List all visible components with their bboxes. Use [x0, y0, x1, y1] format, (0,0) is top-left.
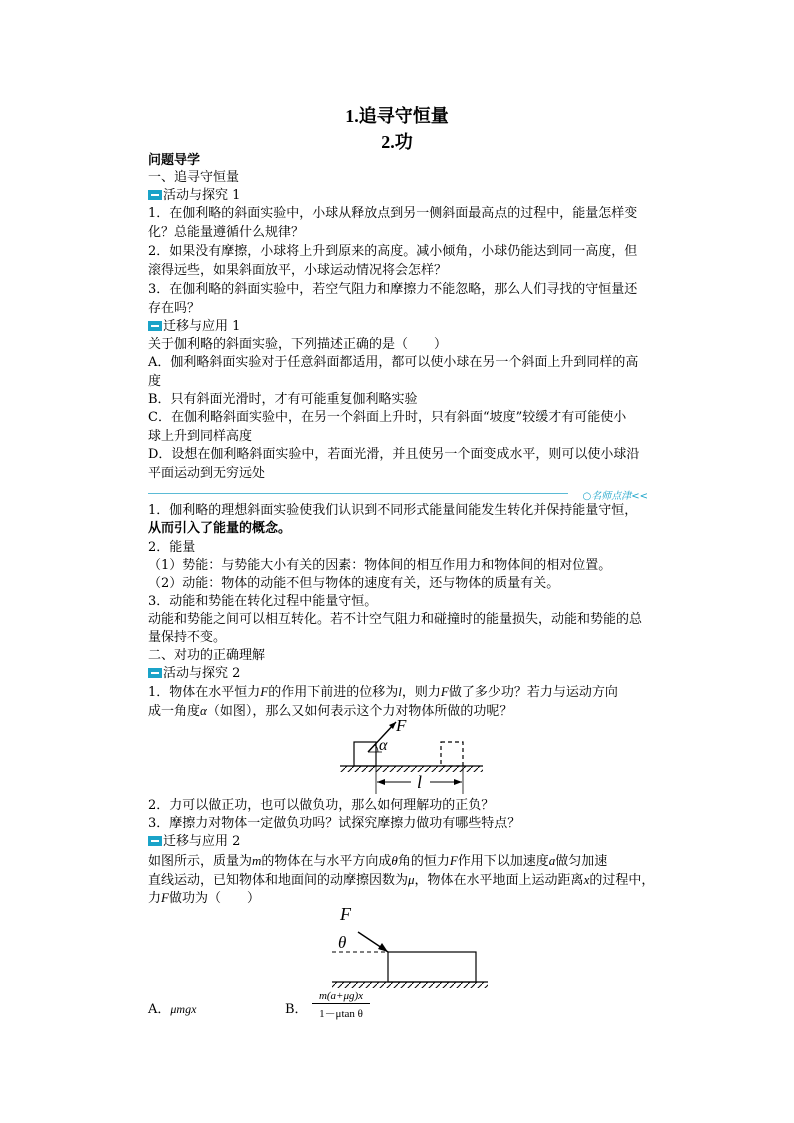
tag-icon: [148, 190, 162, 200]
question-2-line-1: 2．如果没有摩擦，小球将上升到原来的高度。减小倾角，小球仍能达到同一高度，但: [148, 244, 638, 259]
guide-heading: 问题导学: [148, 153, 201, 168]
note-3: 3．动能和势能在转化过程中能量守恒。: [148, 594, 378, 609]
figure-incline-force: [328, 900, 493, 992]
question-3-line-1: 3．在伽利略的斜面实验中，若空气阻力和摩擦力不能忽略，那么人们寻找的守恒量还: [148, 282, 638, 297]
question-3-line-2: 存在吗？: [148, 301, 201, 316]
figure-force-angle: [338, 712, 488, 800]
transfer-heading-2: [148, 833, 240, 850]
block: [354, 742, 376, 766]
note-1-line-2: 从而引入了能量的概念。: [148, 521, 292, 536]
option-a-line-1: A．伽利略斜面实验对于任意斜面都适用，都可以使小球在另一个斜面上升到同样的高: [148, 355, 639, 370]
force-label: F: [340, 904, 351, 924]
angle-label: α: [379, 737, 388, 754]
work-question-1-line-1: 1．物体在水平恒力F的作用下前进的位移为l，则力F做了多少功？若力与运动方向: [148, 684, 618, 700]
section-heading-2: 二、对功的正确理解: [148, 648, 266, 663]
section-heading-1: 一、追寻守恒量: [148, 170, 240, 185]
option-d-line-1: D．设想在伽利略斜面实验中，若面光滑，并且使另一个面变成水平，则可以使小球沿: [148, 447, 640, 462]
option-c-line-2: 球上升到同样高度: [148, 429, 253, 444]
transfer-heading-1: [148, 318, 240, 335]
transfer-label: 迁移与应用 2: [163, 834, 241, 849]
transfer-label: 迁移与应用 1: [163, 319, 241, 334]
choice-b-label: B．: [285, 1002, 308, 1017]
tips-divider: [148, 488, 648, 500]
choice-b-fraction: [312, 990, 370, 1021]
ground-hatch: [340, 766, 483, 772]
displacement-arrow-right: [454, 779, 462, 785]
tag-icon: [148, 321, 162, 331]
block: [388, 952, 476, 982]
activity-label: 活动与探究 1: [163, 188, 241, 203]
note-3-line-2: 量保持不变。: [148, 630, 227, 645]
option-c-line-1: C．在伽利略斜面实验中，在另一个斜面上升时，只有斜面“坡度”较缓才有可能使小: [148, 410, 627, 425]
block-moved: [441, 742, 463, 766]
page-subtitle: 2.功: [381, 132, 413, 152]
note-2-2: （2）动能：物体的动能不但与物体的速度有关，还与物体的质量有关。: [148, 576, 560, 591]
work-question-3: 3．摩擦力对物体一定做负功吗？试探究摩擦力做功有哪些特点？: [148, 816, 521, 831]
note-2: 2．能量: [148, 540, 196, 555]
activity-heading-1: [148, 187, 240, 204]
fraction-numerator: m(a+μg)x: [312, 990, 370, 1004]
force-arrowhead: [378, 943, 388, 952]
divider-label: ○名师点津<<: [582, 491, 648, 502]
note-2-1: （1）势能：与势能大小有关的因素：物体间的相互作用力和物体间的相对位置。: [148, 558, 612, 573]
question-1-line-1: 1．在伽利略的斜面实验中，小球从释放点到另一侧斜面最高点的过程中，能量怎样变: [148, 206, 638, 221]
transfer-2-line-2: 直线运动，已知物体和地面间的动摩擦因数为μ，物体在水平地面上运动距离x的过程中，: [148, 872, 655, 888]
tag-icon: [148, 836, 162, 846]
divider-line: [148, 493, 568, 494]
ground-hatch: [332, 982, 488, 988]
note-1-line-1: 1．伽利略的理想斜面实验使我们认识到不同形式能量间能发生转化并保持能量守恒，: [148, 503, 638, 518]
displacement-arrow-left: [377, 779, 385, 785]
displacement-label: l: [417, 772, 423, 792]
transfer-1-stem: 关于伽利略的斜面实验，下列描述正确的是（ ）: [148, 337, 448, 352]
page-title: 1.追寻守恒量: [345, 106, 449, 126]
option-a-line-2: 度: [148, 374, 162, 389]
force-label: F: [396, 716, 407, 735]
choice-a: A．μmgx: [148, 1002, 197, 1017]
question-1-line-2: 化？总能量遵循什么规律？: [148, 225, 305, 240]
question-2-line-2: 滚得远些，如果斜面放平，小球运动情况将会怎样？: [148, 263, 448, 278]
work-question-1-line-2: 成一角度α（如图），那么又如何表示这个力对物体所做的功呢？: [148, 703, 513, 719]
transfer-2-line-1: 如图所示，质量为m的物体在与水平方向成θ角的恒力F作用下以加速度a做匀加速: [148, 853, 608, 869]
work-question-2: 2．力可以做正功，也可以做负功，那么如何理解功的正负？: [148, 798, 495, 813]
option-d-line-2: 平面运动到无穷远处: [148, 466, 266, 481]
transfer-2-line-3: 力F做功为（ ）: [148, 890, 260, 906]
activity-heading-2: [148, 665, 240, 682]
option-b: B．只有斜面光滑时，才有可能重复伽利略实验: [148, 392, 418, 407]
note-3-line-1: 动能和势能之间可以相互转化。若不计空气阻力和碰撞时的能量损失，动能和势能的总: [148, 612, 643, 627]
activity-label: 活动与探究 2: [163, 666, 241, 681]
tag-icon: [148, 668, 162, 678]
angle-label: θ: [338, 933, 347, 952]
fraction-denominator: 1－μtan θ: [319, 1008, 363, 1020]
